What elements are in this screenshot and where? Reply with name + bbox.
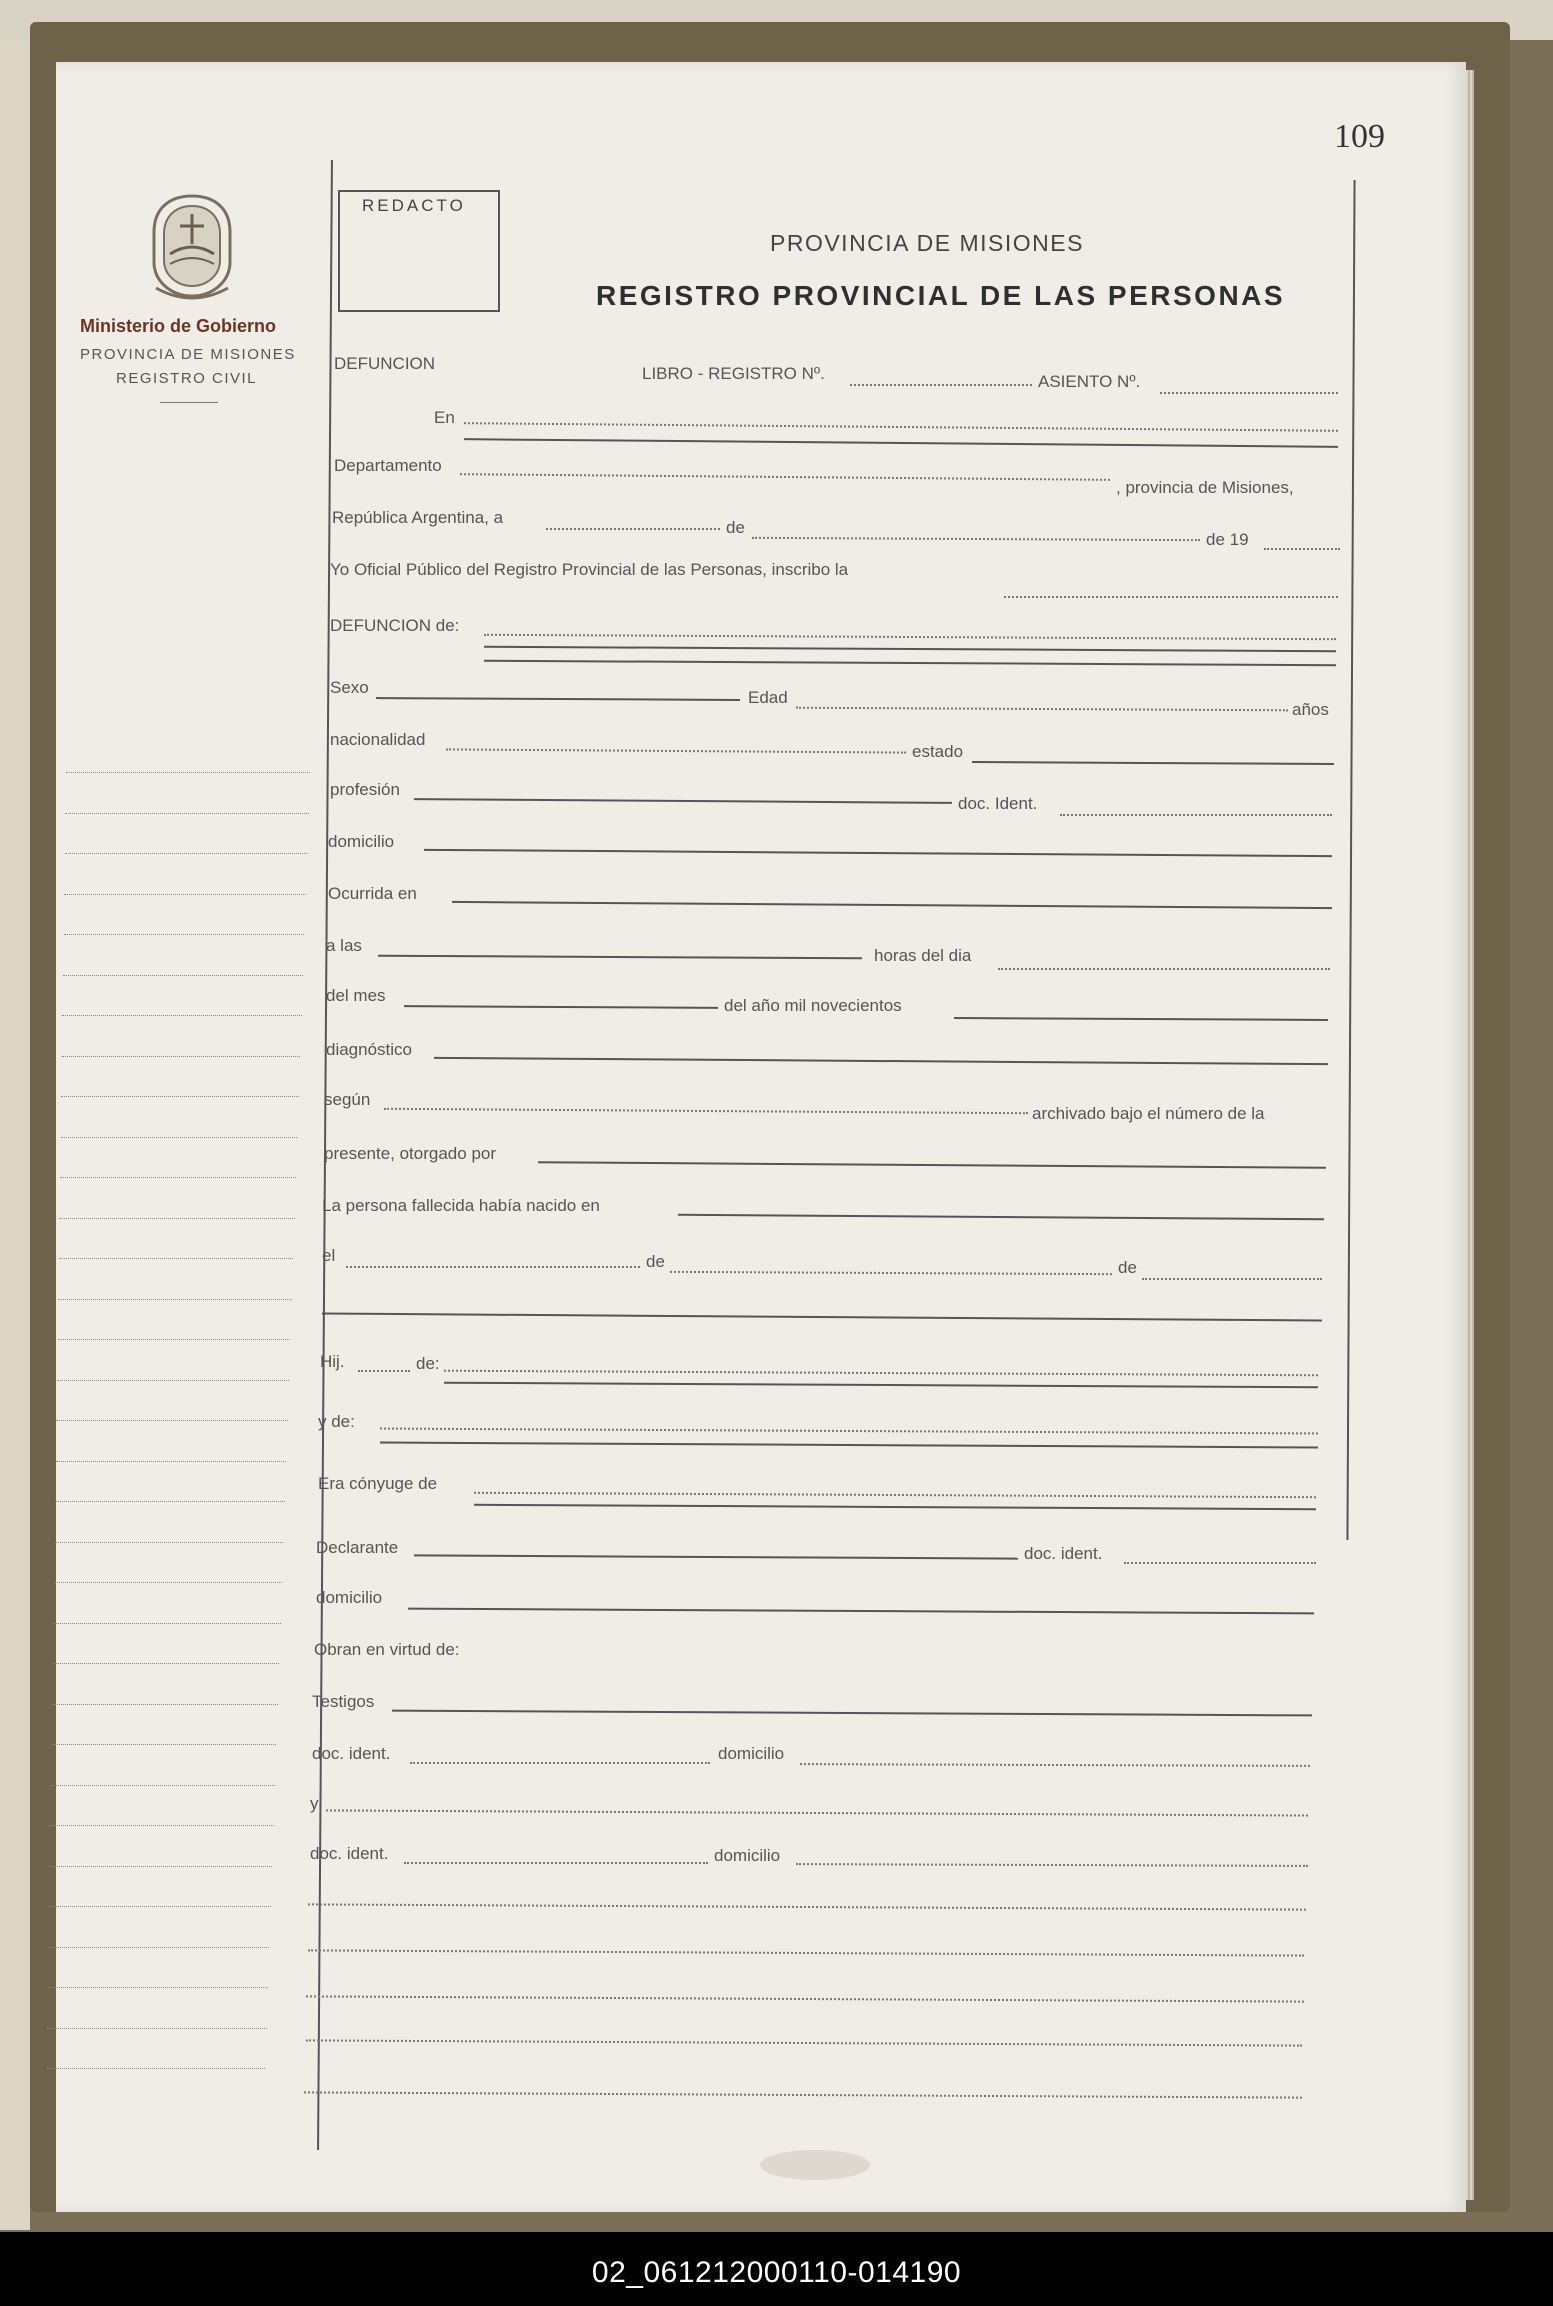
margin-note-line xyxy=(55,1501,285,1502)
sidebar-province: PROVINCIA DE MISIONES xyxy=(80,346,296,363)
nacimiento-de-label-1: de xyxy=(646,1252,665,1271)
defuncion-heading: DEFUNCION xyxy=(334,354,436,373)
margin-note-line xyxy=(66,772,310,773)
inscribo-field xyxy=(1004,596,1338,598)
horas-del-dia-field xyxy=(998,968,1330,970)
margin-note-line xyxy=(56,1420,287,1421)
hij-suffix-field xyxy=(358,1370,410,1372)
ocurrida-en-label: Ocurrida en xyxy=(328,884,417,903)
margin-note-line xyxy=(47,2068,265,2069)
fecha-de-label: de xyxy=(726,518,745,537)
y-label: y xyxy=(310,1794,319,1813)
margin-note-line xyxy=(62,1056,300,1057)
margin-note-line xyxy=(59,1258,293,1259)
margin-note-line xyxy=(53,1623,280,1624)
margin-note-line xyxy=(47,2028,266,2029)
doc-ident-field-3 xyxy=(410,1762,710,1764)
margin-note-line xyxy=(58,1299,292,1300)
margin-note-line xyxy=(52,1704,278,1705)
margin-note-line xyxy=(64,894,306,895)
margin-note-line xyxy=(53,1663,279,1664)
asiento-label: ASIENTO Nº. xyxy=(1038,372,1141,391)
en-label: En xyxy=(434,408,455,427)
margin-note-line xyxy=(64,934,305,935)
del-ano-label: del año mil novecientos xyxy=(724,996,902,1015)
libro-registro-field xyxy=(850,384,1032,386)
margin-note-line xyxy=(59,1218,294,1219)
margin-note-line xyxy=(49,1947,270,1948)
libro-registro-label: LIBRO - REGISTRO Nº. xyxy=(642,364,825,383)
image-caption: 02_061212000110-014190 xyxy=(591,2256,962,2289)
sidebar-registry: REGISTRO CIVIL xyxy=(116,370,258,387)
doc-ident-field-4 xyxy=(404,1862,708,1864)
domicilio-label-4: domicilio xyxy=(714,1846,781,1865)
edad-label: Edad xyxy=(748,688,788,707)
departamento-label: Departamento xyxy=(334,456,442,475)
republica-label: República Argentina, a xyxy=(332,508,504,527)
el-label: el xyxy=(322,1246,336,1265)
nacido-en-label: La persona fallecida había nacido en xyxy=(322,1196,600,1215)
hij-de-label: de: xyxy=(416,1354,440,1373)
horas-del-dia-label: horas del dia xyxy=(874,946,972,965)
margin-note-line xyxy=(51,1785,275,1786)
doc-ident-field-2 xyxy=(1124,1562,1316,1564)
anos-label: años xyxy=(1292,700,1329,719)
margin-note-line xyxy=(58,1339,291,1340)
doc-ident-label-4: doc. ident. xyxy=(310,1844,389,1863)
domicilio-label-1: domicilio xyxy=(328,832,395,851)
de-19-label: de 19 xyxy=(1206,530,1249,549)
archivado-label: archivado bajo el número de la xyxy=(1032,1104,1265,1123)
margin-note-line xyxy=(63,975,303,976)
declarante-label: Declarante xyxy=(316,1538,399,1557)
estado-label: estado xyxy=(912,742,964,761)
diagnostico-label: diagnóstico xyxy=(326,1040,413,1059)
segun-label: según xyxy=(324,1090,371,1109)
margin-note-line xyxy=(49,1906,271,1907)
province-title: PROVINCIA DE MISIONES xyxy=(770,230,1084,256)
testigos-label: Testigos xyxy=(312,1692,375,1711)
registry-title: REGISTRO PROVINCIAL DE LAS PERSONAS xyxy=(596,280,1286,311)
margin-note-line xyxy=(57,1380,289,1381)
sidebar-divider xyxy=(160,402,218,403)
conyuge-label: Era cónyuge de xyxy=(318,1474,438,1493)
y-de-label: y de: xyxy=(318,1412,355,1431)
doc-ident-label-2: doc. ident. xyxy=(1024,1544,1103,1563)
doc-ident-field-1 xyxy=(1060,814,1332,816)
republica-day-field xyxy=(546,528,720,530)
margin-note-line xyxy=(65,813,308,814)
facing-page-edge xyxy=(0,40,30,2230)
year-field xyxy=(1264,548,1340,550)
margin-note-line xyxy=(60,1177,296,1178)
nacionalidad-label: nacionalidad xyxy=(330,730,426,749)
margin-note-line xyxy=(50,1866,272,1867)
doc-ident-label-3: doc. ident. xyxy=(312,1744,391,1763)
margin-note-line xyxy=(55,1542,284,1543)
margin-note-line xyxy=(61,1137,298,1138)
nacimiento-de-label-2: de xyxy=(1118,1258,1137,1277)
nacimiento-year-field xyxy=(1142,1278,1322,1280)
nacimiento-day-field xyxy=(346,1266,640,1268)
doc-ident-label-1: doc. Ident. xyxy=(958,794,1038,813)
obran-label: Obran en virtud de: xyxy=(314,1640,460,1659)
domicilio-label-2: domicilio xyxy=(316,1588,383,1607)
asiento-field xyxy=(1160,392,1338,394)
folio-number: 109 xyxy=(1334,118,1385,155)
margin-note-line xyxy=(62,1015,301,1016)
margin-note-line xyxy=(50,1825,273,1826)
del-mes-label: del mes xyxy=(326,986,386,1005)
redacto-label: REDACTO xyxy=(362,196,466,215)
margin-note-line xyxy=(56,1461,286,1462)
domicilio-label-3: domicilio xyxy=(718,1744,785,1763)
profesion-label: profesión xyxy=(330,780,400,799)
provincia-misiones-label: , provincia de Misiones, xyxy=(1116,478,1294,497)
hij-label: Hij. xyxy=(320,1352,345,1371)
sexo-label: Sexo xyxy=(330,678,369,697)
ministry-title: Ministerio de Gobierno xyxy=(80,316,277,336)
margin-note-line xyxy=(54,1582,282,1583)
paper-stain xyxy=(760,2150,870,2180)
coat-of-arms-icon xyxy=(142,192,242,300)
presente-label: presente, otorgado por xyxy=(324,1144,497,1163)
oficial-statement: Yo Oficial Público del Registro Provincial de las Personas, inscribo la xyxy=(330,560,849,579)
a-las-label: a las xyxy=(326,936,362,955)
margin-note-line xyxy=(48,1987,268,1988)
margin-note-line xyxy=(52,1744,277,1745)
margin-note-line xyxy=(61,1096,299,1097)
defuncion-de-label: DEFUNCION de: xyxy=(330,616,460,635)
margin-note-line xyxy=(65,853,307,854)
